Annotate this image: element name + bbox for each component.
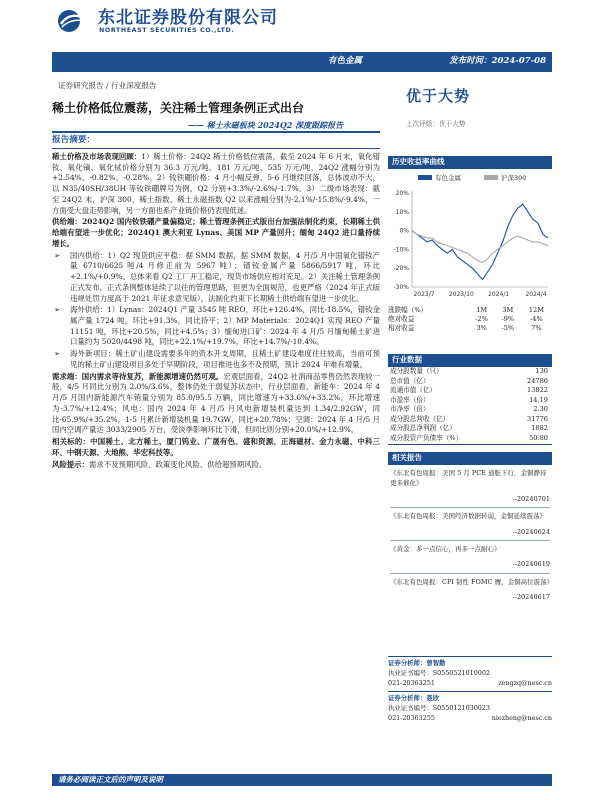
demand-text: 宏观层面看，24Q2 社消商品零售仍然表现较一般，4/5 月同比分别为 2.0%/3.6%，整体仍处于弱复苏状态中，行业层面看，新能车：2024 年 4 月/5 月国内新能源汽车销量分别为 85.0/95.5 万辆，同比增速为+33.6%/+33.2%，环比增速为-3.7%/+12.4%；风电：国内 2024 年 4 月/5 月风电新增装机量达到 1.34/2.92GW，同比-65.9%/+35.2%，1-5 月累计新增装机量 19.7GW，同比+20.78%；空调：2024 年 4 月/5 月国内空调产量达 3033/2905 万台，受淡季影响环比下滑，但同比则分别+20.0%/+12.9%。 <box>52 371 380 435</box>
y-tick-label: -20% <box>393 265 409 273</box>
report-title: 稀土价格低位震荡，关注稀土管理条例正式出台 <box>52 101 305 115</box>
publish-date: 发布时间：2024-07-08 <box>449 56 546 66</box>
legend-swatch <box>418 175 432 180</box>
related-report-date: --20240624 <box>512 527 550 536</box>
chart-heading: 历史收益率曲线 <box>388 156 552 169</box>
related-reports-panel <box>388 452 552 603</box>
bullet-arrow-icon: ➢ <box>54 349 61 359</box>
stats-col: 3M <box>502 306 514 314</box>
legend-label: 有色金属 <box>435 174 461 182</box>
x-tick-label: 2023/10 <box>448 291 474 298</box>
info-row <box>388 434 552 444</box>
brand-name-en: NORTHEAST SECURITIES CO.,LTD. <box>99 27 235 34</box>
y-tick-label: -10% <box>393 246 409 254</box>
title-divider <box>52 131 380 133</box>
analyst-phone: 021-20363251 <box>388 678 435 687</box>
stats-label: 绝对收益 <box>388 314 415 323</box>
stats-label: 相对收益 <box>388 323 415 332</box>
bullet-overseas-projects <box>52 349 380 370</box>
y-tick-label: -30% <box>393 284 409 291</box>
price-review-paragraph <box>52 152 380 216</box>
related-report-item[interactable] <box>388 574 552 603</box>
info-value: 24780 <box>527 376 548 385</box>
stats-value: 3% <box>476 323 487 332</box>
related-report-date: --20240619 <box>512 560 550 569</box>
stats-col: 1M <box>476 306 488 314</box>
demand-paragraph <box>52 372 380 436</box>
info-label: 流通市值（亿） <box>390 386 437 395</box>
analyst-cert: 执业证书编号：S0550121030023 <box>388 703 490 712</box>
top-banner <box>52 52 552 72</box>
info-label: 市净率（倍） <box>390 405 430 414</box>
x-tick-label: 2024/1 <box>488 291 510 298</box>
stats-row <box>388 324 552 333</box>
info-value: 130 <box>535 367 548 375</box>
info-label: 成分股资产负债率（%） <box>390 433 463 442</box>
info-value: 1882 <box>531 424 548 433</box>
analyst-cert: 执业证书编号：S0550521010002 <box>388 668 490 677</box>
x-tick-label: 2024/4 <box>525 291 547 298</box>
previous-rating: 上次评级：优于大势 <box>406 120 466 128</box>
risk-text: 需求不及预期风险、政策变化风险、供给超预期风险。 <box>88 459 267 469</box>
industry-data-heading: 行业数据 <box>388 354 552 367</box>
info-value: 31776 <box>527 414 548 423</box>
info-row <box>388 386 552 396</box>
y-tick-label: 20% <box>395 190 409 197</box>
stats-row <box>388 315 552 324</box>
return-chart-panel <box>388 156 552 304</box>
series-line <box>412 204 548 279</box>
related-stocks-lead: 相关标的： <box>52 437 91 447</box>
related-report-title: 《东北有色周报：美国 5 月 PCE 通胀下行，金铜静待更多催化》 <box>390 469 547 488</box>
overseas-projects-text: 海外新项目：稀土矿山建设需要多年的资本开支周期，且稀土矿建设难度往往较高，当前可预见的稀土矿山建设项目多处于早期阶段，项目推进也多不及预期，预计 2024 年难有增量。 <box>70 349 380 369</box>
bullet-arrow-icon: ➢ <box>54 305 61 315</box>
analyst-divider <box>388 691 552 692</box>
bullet-overseas-supply <box>52 305 380 348</box>
related-report-title: 《东北有色周报：CPI 韧性 FOMC 鹰，金铜高位震荡》 <box>390 577 554 586</box>
legend-label: 沪深300 <box>501 174 527 182</box>
bullet-domestic-supply <box>52 251 380 305</box>
footer-disclaimer[interactable]: 请务必阅读正文后的声明及说明 <box>58 775 163 784</box>
risk-lead: 风险提示： <box>52 459 89 469</box>
stats-value: -2% <box>475 314 489 323</box>
related-stocks-paragraph <box>52 437 380 458</box>
company-logo-icon <box>56 8 90 34</box>
info-label: 总市值（亿） <box>390 376 430 385</box>
stats-value: -5% <box>501 323 515 332</box>
info-value: 13822 <box>527 386 548 395</box>
analyst-divider <box>388 656 552 657</box>
summary-divider <box>52 148 380 149</box>
y-tick-label: 10% <box>395 208 409 216</box>
performance-table <box>388 306 552 333</box>
analyst-email[interactable]: niezheng@nesc.cn <box>491 713 552 722</box>
info-value: 50.80 <box>529 433 548 442</box>
supply-lead: 供给端：2024Q2 国内钕铁硼产量偏稳定；稀土管理条例正式版出台加强法制化约束，长期稀土供给端有望进一步优化；2024Q1 澳大利亚 Lynas、美国 MP 产量回升；缅甸 24Q2 进口量持续增长。 <box>52 217 380 248</box>
info-value: 14.19 <box>529 395 548 404</box>
series-line <box>412 231 548 263</box>
related-report-title: 《东北有色周报：美国经济数据转弱，金铜延续震荡》 <box>390 512 546 521</box>
info-row <box>388 377 552 387</box>
stats-head: 涨跌幅（%） <box>388 306 428 314</box>
stats-value: -4% <box>530 314 543 323</box>
analyst-contact <box>388 714 552 724</box>
domestic-supply-text: 国内供给：1）Q2 现货供应平稳：据 SMM 数据，据 SMM 数据，4 月/5 月中国氧化镨钕产量 6710/6625 吨/4 月修正前为 5967 吨）；镨钕金属产量 5866/5917 吨，环比+2.1%/+0.9%。总体来看 Q2 工厂开工稳定，现货市场供应相对充足。2）关注稀土管理条例正式发布，正式条例整体延续了以往的管理思路，但更为全面规范，也更严格（2024 年正式版违规处罚力度高于 2021 年征求意见版），法制化约束下长期稀土供给端有望进一步优化。 <box>70 250 380 303</box>
demand-lead: 需求端：国内需求等待复苏，新能源增速仍然可观。 <box>52 371 224 381</box>
related-stocks-text: 中国稀土、北方稀土、厦门钨业、广晟有色、盛和资源、正海磁材、金力永磁、中科三环、中钢天源、大地熊、华宏科技等。 <box>52 437 380 457</box>
bullet-arrow-icon: ➢ <box>54 250 61 260</box>
info-value: 2.30 <box>533 405 548 414</box>
analyst-contact <box>388 679 552 689</box>
analyst-email[interactable]: zengzq@nesc.cn <box>498 678 552 687</box>
related-reports-heading: 相关报告 <box>388 452 552 465</box>
analyst-name: 证券分析师：聂欣 <box>388 693 440 702</box>
info-row <box>388 424 552 434</box>
analyst-panel <box>388 654 552 724</box>
related-report-item[interactable] <box>388 465 552 508</box>
info-row <box>388 367 552 377</box>
price-review-lead: 稀土价格及市场表现回顾： <box>52 152 142 161</box>
stats-value: 7% <box>531 323 542 332</box>
related-report-item[interactable] <box>388 508 552 541</box>
info-row <box>388 415 552 425</box>
risk-paragraph <box>52 460 380 471</box>
info-label: 市盈率（倍） <box>390 395 430 404</box>
overseas-supply-text: 海外供给：1）Lynas：2024Q1 产量 3545 吨 REO，环比+126.4%，同比-18.5%，镨钕金属产量 1724 吨，环比+91.3%，同比持平；2）MP Materials：2024Q1 实现 REO 产量 11151 吨，环比+20.5%，同比+4.5%；3）缅甸进口矿：2024 年 4 月/5 月缅甸稀土矿进口量约为 5020/4498 吨，同比+22.1%/+19.7%，环比+14.7%/-10.4%。 <box>70 305 380 347</box>
info-row <box>388 396 552 406</box>
related-report-date: --20240617 <box>512 593 550 602</box>
report-body <box>52 152 380 471</box>
brand-name-cn: 东北证券股份有限公司 <box>98 8 278 28</box>
x-tick-label: 2023/7 <box>413 291 435 298</box>
analyst-phone: 021-20363255 <box>388 713 435 722</box>
info-label: 成分股总营收（亿） <box>390 414 450 423</box>
rating: 优于大势 <box>406 87 471 105</box>
legend-swatch <box>484 175 498 180</box>
info-row <box>388 405 552 415</box>
stats-value: -9% <box>501 314 515 323</box>
breadcrumb: 证券研究报告 / 行业深度报告 <box>58 81 157 90</box>
analyst-name: 证券分析师：曾智勤 <box>388 659 446 667</box>
stats-header-row <box>388 306 552 315</box>
related-report-item[interactable] <box>388 541 552 574</box>
info-label: 成分股总净利润（亿） <box>390 424 456 433</box>
sector-label: 有色金属 <box>328 56 363 66</box>
industry-data-panel <box>388 354 552 445</box>
y-tick-label: 0% <box>399 227 409 235</box>
info-label: 成分股数量（只） <box>390 367 443 375</box>
related-report-date: --20240701 <box>512 494 550 503</box>
report-subtitle: —— 稀土永磁板块 2024Q2 深度跟踪报告 <box>188 120 344 130</box>
info-divider <box>388 444 552 445</box>
return-chart <box>388 169 552 304</box>
stats-col: 12M <box>528 306 544 314</box>
summary-heading: 报告摘要： <box>52 135 95 145</box>
related-report-title: 《黄金：多一点信心，再多一点耐心》 <box>390 545 501 554</box>
price-review-text: 1）稀土价格：24Q2 稀土价格低位震荡，截至 2024 年 6 月末，氧化镨钕、氧化镝、氧化铽价格分别为 36.3 万元/吨、181 万元/吨、535 万元/吨，24Q2 涨幅分别为+2.54%、-0.82%、-0.28%。2）钕铁硼价格：4 月小幅反弹、5-6 月继续回落，总体波动不大，以 N35/40SH/38UH 等钕铁硼牌号为例，Q2 分别+3.3%/-2.6%/-1.7%。3）二级市场表现：截至 24Q2 末，沪深 300、稀土指数、稀土永磁指数 Q2 以来涨幅分别为-2.1%/-15.8%/-9.4%，一方面受大盘走势影响，另一方面也系产业链价格仍表现低迷。 <box>52 152 380 215</box>
